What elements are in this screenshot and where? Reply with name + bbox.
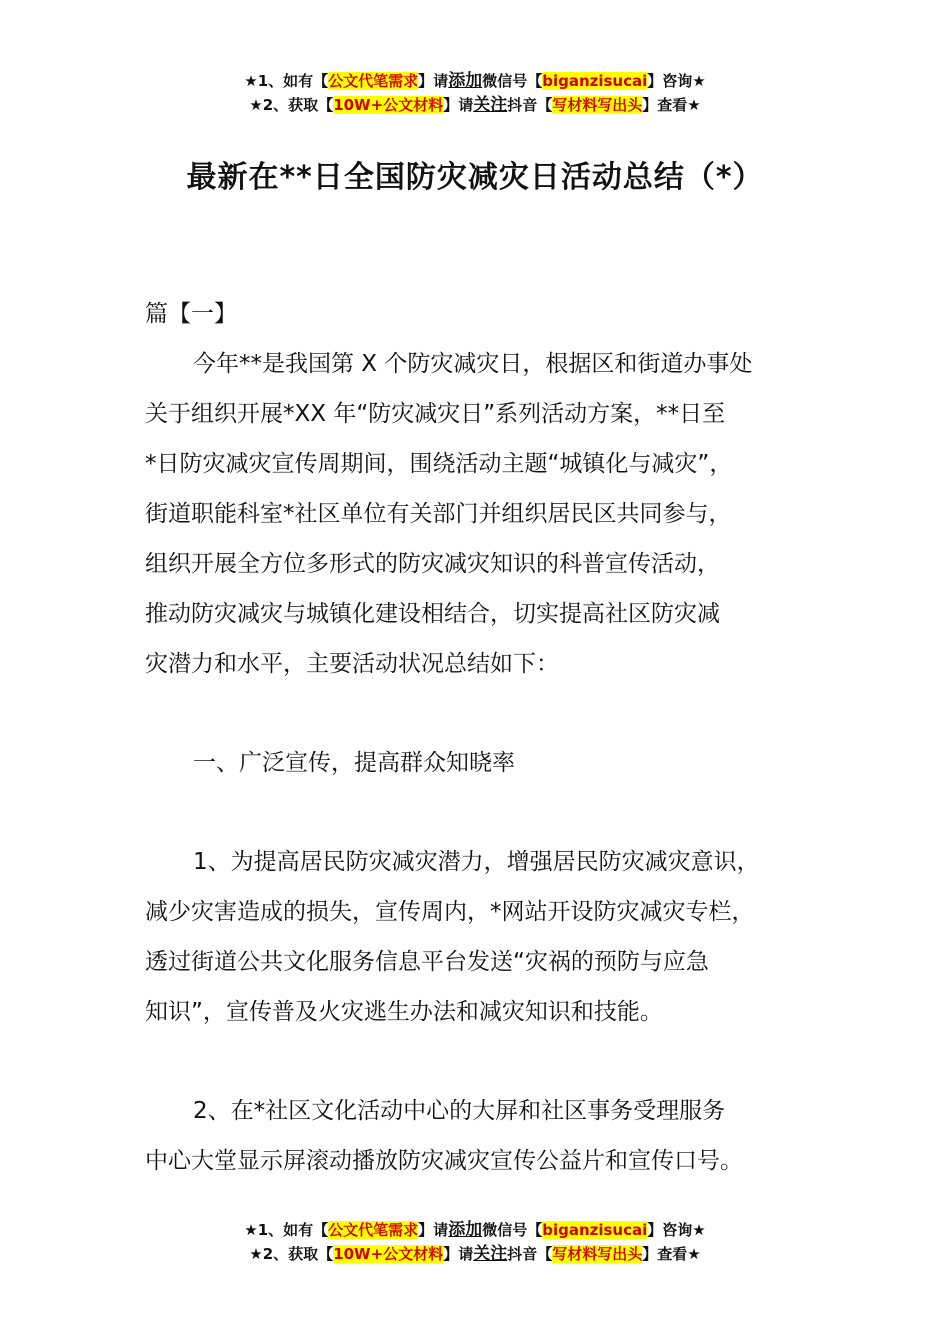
ad-line-2-bottom: ★2、获取【10W+公文材料】请关注抖音【写材料写出头】查看★ — [249, 1244, 701, 1264]
paragraph-line: 中心大堂显示屏滚动播放防灾减灾宣传公益片和宣传口号。 — [145, 1148, 743, 1174]
paragraph-line: 2、在*社区文化活动中心的大屏和社区事务受理服务 — [193, 1098, 726, 1124]
paragraph-line: 推动防灾减灾与城镇化建设相结合，切实提高社区防灾减 — [145, 601, 720, 627]
ad-line-2: ★2、获取【10W+公文材料】请关注抖音【写材料写出头】查看★ — [249, 95, 701, 115]
ad-highlight: 公文代笔需求 — [328, 1221, 419, 1239]
paragraph-line: 组织开展全方位多形式的防灾减灾知识的科普宣传活动， — [145, 551, 720, 577]
ad-line-1: ★1、如有【公文代笔需求】请添加微信号【biganzisucai】咨询★ — [244, 71, 706, 91]
ad-highlight: 公文代笔需求 — [328, 72, 419, 90]
ad-highlight: 10W+公文材料 — [333, 1245, 444, 1263]
ad-wechat-id: biganzisucai — [542, 1221, 648, 1239]
paragraph-line: 今年**是我国第 X 个防灾减灾日，根据区和街道办事处 — [193, 351, 753, 377]
document-title: 最新在**日全国防灾减灾日活动总结（*） — [186, 160, 764, 195]
paragraph-line: 关于组织开展*XX 年“防灾减灾日”系列活动方案，**日至 — [145, 401, 726, 427]
ad-highlight: 写材料写出头 — [552, 1245, 643, 1263]
paragraph-line: *日防灾减灾宣传周期间，围绕活动主题“城镇化与减灾”， — [145, 451, 733, 477]
paragraph-line: 1、为提高居民防灾减灾潜力，增强居民防灾减灾意识， — [193, 849, 760, 875]
paragraph-line: 灾潜力和水平，主要活动状况总结如下： — [145, 651, 559, 677]
section-heading: 篇【一】 — [145, 301, 237, 327]
ad-wechat-id: biganzisucai — [542, 72, 648, 90]
paragraph-line: 知识”，宣传普及火灾逃生办法和减灾知识和技能。 — [145, 999, 663, 1025]
ad-line-1-bottom: ★1、如有【公文代笔需求】请添加微信号【biganzisucai】咨询★ — [244, 1220, 706, 1240]
subheading: 一、广泛宣传，提高群众知晓率 — [193, 750, 515, 776]
paragraph-line: 透过街道公共文化服务信息平台发送“灾祸的预防与应急 — [145, 949, 709, 975]
ad-highlight: 写材料写出头 — [552, 96, 643, 114]
paragraph-line: 街道职能科室*社区单位有关部门并组织居民区共同参与， — [145, 501, 732, 527]
paragraph-line: 减少灾害造成的损失，宣传周内，*网站开设防灾减灾专栏， — [145, 899, 755, 925]
ad-highlight: 10W+公文材料 — [333, 96, 444, 114]
